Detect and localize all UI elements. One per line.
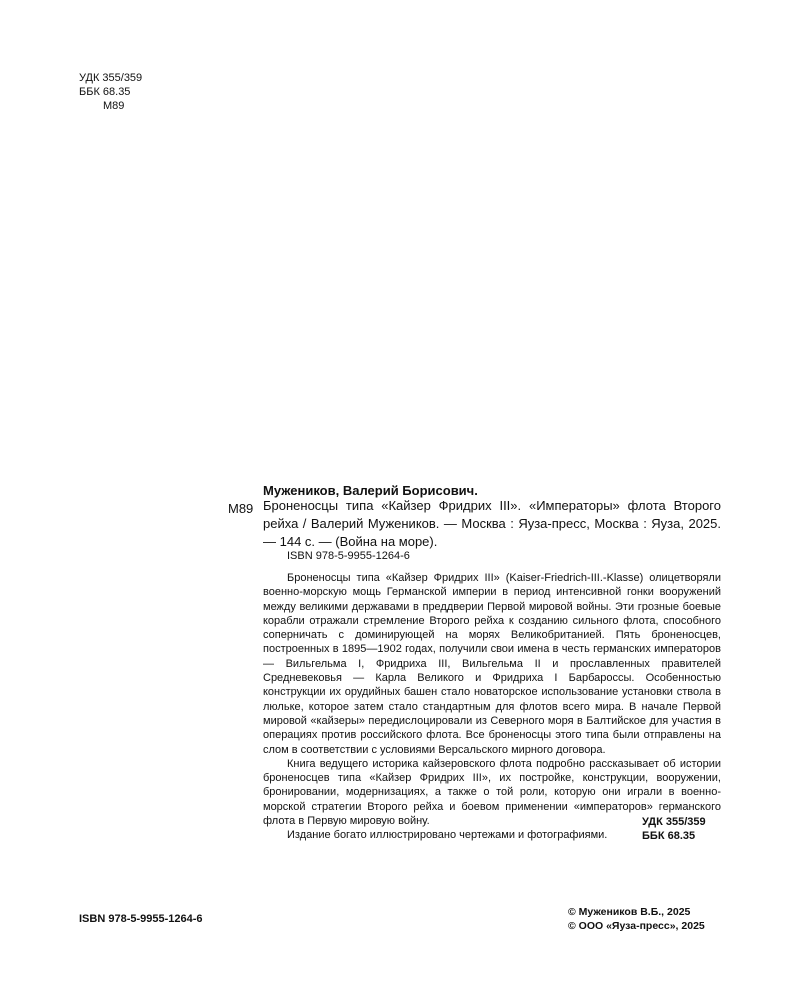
annotation-paragraph: Издание богато иллюстрировано чертежами и фотографиями. [287, 829, 608, 842]
copyright-publisher: © ООО «Яуза-пресс», 2025 [568, 920, 705, 932]
udk-code-bottom: УДК 355/359 [642, 816, 706, 828]
annotation-paragraph: Книга ведущего историка кайзеровского флота подробно рассказывает об истории броненосцев типа «Кайзер Фридрих III», их постройке, конструкции, вооружении, бронировании, модернизациях, а также о той роли, которую они играли в военно-морской стратегии Второго рейха и боевом применении «императоров» германского флота в Первую мировую войну. [263, 757, 721, 828]
isbn-footer: ISBN 978-5-9955-1264-6 [79, 913, 203, 925]
catalog-author: Мужеников, Валерий Борисович. [263, 483, 478, 498]
classification-block [642, 815, 706, 843]
copyright-block [568, 905, 705, 933]
bbk-code-bottom: ББК 68.35 [642, 830, 696, 842]
catalog-isbn: ISBN 978-5-9955-1264-6 [287, 550, 410, 562]
catalog-biblio-description: Броненосцы типа «Кайзер Фридрих III». «Императоры» флота Второго рейха / Валерий Мужеников. — Москва : Яуза-пресс, Москва : Яуза, 2025. — 144 с. — (Война на море). [263, 498, 721, 549]
copyright-author: © Мужеников В.Б., 2025 [568, 906, 691, 918]
annotation [263, 571, 721, 843]
udk-code-top: УДК 355/359 [79, 72, 143, 84]
annotation-paragraph: Броненосцы типа «Кайзер Фридрих III» (Kaiser-Friedrich-III.-Klasse) олицетворяли военно-морскую мощь Германской империи в период интенсивной гонки вооружений между великими державами в преддверии Первой мировой войны. Эти грозные боевые корабли отражали стремление Второго рейха к созданию сильного флота, способного соперничать с доминирующей на морях Великобританией. Пять броненосцев, построенных в 1895—1902 годах, получили свои имена в честь германских императоров — Вильгельма I, Фридриха III, Вильгельма II и прославленных правителей Средневековья — Карла Великого и Фридриха I Барбароссы. Особенностью конструкции их орудийных башен стало новаторское использование установки ствола в люльке, которое затем стало стандартным для флотов всего мира. В начале Первой мировой «кайзеры» передислоцировали из Северного моря в Балтийское для участия в операциях против российского флота. Все броненосцы этого типа были отправлены на слом в соответствии с условиями Версальского мирного договора. [263, 572, 721, 756]
bbk-code-top: ББК 68.35 [79, 86, 131, 98]
author-code-catalog: М89 [228, 501, 254, 516]
author-code-top: М89 [103, 100, 125, 112]
